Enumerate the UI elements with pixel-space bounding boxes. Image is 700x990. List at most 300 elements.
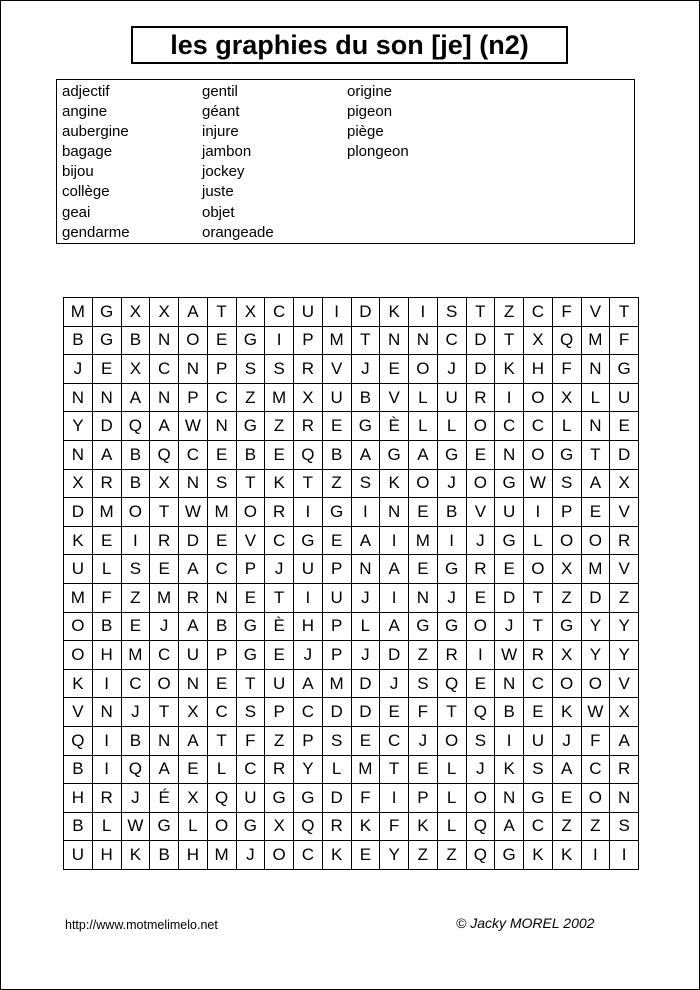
word-list-item: geai [62, 203, 91, 221]
grid-cell: A [553, 756, 582, 785]
grid-cell: R [294, 355, 323, 384]
grid-cell: L [93, 555, 122, 584]
grid-cell: R [150, 527, 179, 556]
grid-cell: B [122, 727, 151, 756]
grid-cell: K [122, 841, 151, 870]
grid-cell: T [495, 327, 524, 356]
grid-cell: T [208, 727, 237, 756]
grid-cell: L [438, 412, 467, 441]
grid-cell: N [495, 670, 524, 699]
grid-cell: G [610, 355, 639, 384]
grid-cell: J [294, 641, 323, 670]
grid-cell: G [93, 327, 122, 356]
grid-cell: W [122, 813, 151, 842]
grid-cell: A [93, 441, 122, 470]
grid-cell: E [380, 698, 409, 727]
grid-cell: W [179, 498, 208, 527]
grid-cell: L [409, 412, 438, 441]
grid-cell: S [352, 470, 381, 499]
grid-cell: E [265, 641, 294, 670]
grid-cell: K [524, 841, 553, 870]
grid-cell: W [495, 641, 524, 670]
grid-cell: R [294, 412, 323, 441]
grid-cell: J [352, 641, 381, 670]
grid-cell: Z [553, 813, 582, 842]
grid-cell: C [438, 327, 467, 356]
grid-cell: B [122, 327, 151, 356]
grid-cell: O [582, 670, 611, 699]
grid-cell: U [323, 384, 352, 413]
grid-cell: A [582, 470, 611, 499]
grid-cell: X [553, 641, 582, 670]
grid-cell: C [524, 298, 553, 327]
grid-cell: Q [294, 441, 323, 470]
grid-cell: O [409, 470, 438, 499]
word-list-column [347, 82, 409, 162]
grid-cell: I [610, 841, 639, 870]
grid-cell: E [409, 555, 438, 584]
grid-cell: L [438, 813, 467, 842]
grid-cell: M [323, 670, 352, 699]
grid-cell: W [524, 470, 553, 499]
word-list-item: aubergine [62, 123, 129, 141]
grid-cell: J [122, 698, 151, 727]
grid-cell: X [553, 384, 582, 413]
grid-cell: V [610, 555, 639, 584]
grid-cell: K [64, 527, 93, 556]
grid-cell: T [582, 441, 611, 470]
grid-cell: N [150, 384, 179, 413]
grid-cell: O [265, 841, 294, 870]
grid-cell: N [495, 784, 524, 813]
grid-cell: J [122, 784, 151, 813]
grid-cell: F [553, 298, 582, 327]
grid-cell: Q [294, 813, 323, 842]
grid-cell: U [179, 641, 208, 670]
grid-cell: R [467, 384, 496, 413]
grid-cell: J [467, 756, 496, 785]
letter-grid [63, 297, 639, 870]
grid-cell: E [467, 670, 496, 699]
grid-cell: K [495, 756, 524, 785]
footer-copyright: © Jacky MOREL 2002 [456, 915, 595, 931]
grid-cell: X [294, 384, 323, 413]
grid-cell: U [237, 784, 266, 813]
grid-cell: V [380, 384, 409, 413]
grid-cell: O [179, 327, 208, 356]
grid-cell: M [208, 498, 237, 527]
grid-cell: S [610, 813, 639, 842]
grid-cell: J [265, 555, 294, 584]
grid-cell: O [150, 670, 179, 699]
grid-cell: M [93, 498, 122, 527]
grid-cell: Z [582, 813, 611, 842]
grid-cell: G [495, 841, 524, 870]
grid-cell: T [294, 470, 323, 499]
grid-cell: L [179, 813, 208, 842]
grid-cell: N [495, 441, 524, 470]
word-list-item: orangeade [202, 223, 274, 241]
grid-cell: C [380, 727, 409, 756]
grid-cell: D [467, 327, 496, 356]
grid-cell: Z [438, 841, 467, 870]
grid-cell: E [150, 555, 179, 584]
grid-cell: B [64, 327, 93, 356]
grid-cell: G [553, 613, 582, 642]
grid-cell: E [208, 327, 237, 356]
grid-cell: G [495, 527, 524, 556]
grid-cell: Z [553, 584, 582, 613]
grid-cell: Q [467, 813, 496, 842]
grid-cell: T [265, 584, 294, 613]
grid-cell: C [150, 641, 179, 670]
grid-cell: D [352, 298, 381, 327]
word-list-box [56, 79, 635, 244]
grid-cell: C [524, 670, 553, 699]
grid-cell: R [93, 470, 122, 499]
grid-cell: N [409, 327, 438, 356]
grid-cell: I [380, 527, 409, 556]
grid-cell: S [438, 298, 467, 327]
grid-cell: I [380, 584, 409, 613]
grid-cell: P [323, 613, 352, 642]
grid-cell: C [179, 441, 208, 470]
grid-cell: È [265, 613, 294, 642]
grid-cell: Z [122, 584, 151, 613]
grid-cell: A [179, 727, 208, 756]
grid-cell: P [294, 327, 323, 356]
grid-cell: J [150, 613, 179, 642]
grid-cell: X [610, 698, 639, 727]
grid-cell: C [495, 412, 524, 441]
grid-cell: C [294, 841, 323, 870]
grid-cell: E [208, 670, 237, 699]
grid-cell: E [524, 698, 553, 727]
grid-cell: G [294, 527, 323, 556]
grid-cell: P [237, 555, 266, 584]
grid-cell: U [64, 841, 93, 870]
grid-cell: Z [265, 727, 294, 756]
grid-cell: D [179, 527, 208, 556]
grid-cell: G [524, 784, 553, 813]
grid-cell: I [495, 384, 524, 413]
word-list-item: angine [62, 103, 108, 121]
grid-cell: I [582, 841, 611, 870]
grid-cell: X [64, 470, 93, 499]
grid-cell: G [294, 784, 323, 813]
word-list-item: bijou [62, 163, 94, 181]
grid-cell: P [323, 555, 352, 584]
grid-cell: J [64, 355, 93, 384]
grid-cell: I [93, 756, 122, 785]
grid-cell: T [524, 613, 553, 642]
grid-cell: V [582, 298, 611, 327]
grid-cell: I [409, 298, 438, 327]
grid-cell: I [294, 584, 323, 613]
grid-cell: F [237, 727, 266, 756]
grid-cell: J [438, 584, 467, 613]
grid-cell: U [294, 298, 323, 327]
grid-cell: U [495, 498, 524, 527]
grid-cell: G [495, 470, 524, 499]
grid-cell: O [467, 784, 496, 813]
grid-cell: S [323, 727, 352, 756]
grid-cell: F [409, 698, 438, 727]
grid-cell: S [524, 756, 553, 785]
grid-cell: R [93, 784, 122, 813]
grid-cell: M [323, 327, 352, 356]
grid-cell: T [610, 298, 639, 327]
grid-cell: L [524, 527, 553, 556]
grid-cell: C [524, 412, 553, 441]
grid-cell: L [352, 613, 381, 642]
grid-cell: L [582, 384, 611, 413]
grid-cell: A [179, 613, 208, 642]
grid-cell: U [64, 555, 93, 584]
grid-cell: T [150, 698, 179, 727]
grid-cell: I [323, 298, 352, 327]
word-list-column [62, 82, 130, 243]
grid-cell: S [467, 727, 496, 756]
grid-cell: K [323, 841, 352, 870]
grid-cell: T [352, 327, 381, 356]
grid-cell: P [323, 641, 352, 670]
grid-cell: B [208, 613, 237, 642]
grid-cell: E [380, 355, 409, 384]
grid-cell: G [352, 412, 381, 441]
grid-cell: N [150, 727, 179, 756]
grid-cell: P [294, 727, 323, 756]
grid-cell: M [265, 384, 294, 413]
grid-cell: K [380, 298, 409, 327]
grid-cell: O [553, 670, 582, 699]
grid-cell: E [352, 841, 381, 870]
grid-cell: A [150, 756, 179, 785]
grid-cell: I [524, 498, 553, 527]
grid-cell: L [93, 813, 122, 842]
word-list-item: jockey [202, 163, 245, 181]
grid-cell: E [208, 527, 237, 556]
grid-cell: J [495, 613, 524, 642]
grid-cell: A [380, 555, 409, 584]
grid-cell: T [438, 698, 467, 727]
grid-cell: G [237, 613, 266, 642]
grid-cell: O [553, 527, 582, 556]
grid-cell: Z [409, 641, 438, 670]
grid-cell: E [553, 784, 582, 813]
grid-cell: I [352, 498, 381, 527]
grid-cell: L [438, 756, 467, 785]
grid-cell: D [352, 670, 381, 699]
word-list-item: gendarme [62, 223, 130, 241]
grid-cell: E [179, 756, 208, 785]
grid-cell: O [524, 384, 553, 413]
grid-cell: N [409, 584, 438, 613]
grid-cell: E [265, 441, 294, 470]
grid-cell: O [467, 470, 496, 499]
grid-cell: S [237, 355, 266, 384]
grid-cell: E [582, 498, 611, 527]
grid-cell: K [352, 813, 381, 842]
grid-cell: G [237, 327, 266, 356]
grid-cell: D [323, 698, 352, 727]
grid-cell: P [265, 698, 294, 727]
grid-cell: N [150, 327, 179, 356]
grid-cell: G [237, 641, 266, 670]
grid-cell: T [524, 584, 553, 613]
grid-cell: N [380, 327, 409, 356]
grid-cell: M [150, 584, 179, 613]
grid-cell: S [122, 555, 151, 584]
grid-cell: C [582, 756, 611, 785]
word-list-item: injure [202, 123, 239, 141]
grid-cell: E [610, 412, 639, 441]
grid-cell: C [524, 813, 553, 842]
grid-cell: F [610, 327, 639, 356]
grid-cell: M [208, 841, 237, 870]
grid-cell: S [553, 470, 582, 499]
word-list-item: adjectif [62, 83, 110, 100]
grid-cell: J [553, 727, 582, 756]
grid-cell: N [64, 384, 93, 413]
grid-cell: P [179, 384, 208, 413]
grid-cell: J [467, 527, 496, 556]
grid-cell: M [64, 584, 93, 613]
grid-cell: T [208, 298, 237, 327]
grid-cell: O [64, 641, 93, 670]
grid-cell: Y [294, 756, 323, 785]
grid-cell: A [179, 298, 208, 327]
grid-cell: B [237, 441, 266, 470]
grid-cell: Z [237, 384, 266, 413]
grid-cell: J [237, 841, 266, 870]
grid-cell: N [208, 412, 237, 441]
grid-cell: Q [150, 441, 179, 470]
grid-cell: E [323, 412, 352, 441]
grid-cell: V [467, 498, 496, 527]
footer-url: http://www.motmelimelo.net [65, 918, 218, 932]
grid-cell: X [179, 784, 208, 813]
grid-cell: L [208, 756, 237, 785]
grid-cell: A [495, 813, 524, 842]
grid-cell: S [265, 355, 294, 384]
grid-cell: G [93, 298, 122, 327]
word-list-item: gentil [202, 83, 238, 100]
grid-cell: O [582, 527, 611, 556]
grid-cell: W [582, 698, 611, 727]
grid-cell: E [467, 441, 496, 470]
grid-cell: J [409, 727, 438, 756]
word-list-item: juste [202, 183, 234, 201]
grid-cell: X [237, 298, 266, 327]
word-list-item: origine [347, 83, 393, 100]
grid-cell: X [122, 298, 151, 327]
grid-cell: V [64, 698, 93, 727]
grid-cell: K [495, 355, 524, 384]
grid-cell: K [553, 841, 582, 870]
grid-cell: R [610, 527, 639, 556]
grid-cell: B [495, 698, 524, 727]
grid-cell: N [582, 412, 611, 441]
grid-cell: U [610, 384, 639, 413]
grid-cell: P [553, 498, 582, 527]
grid-cell: H [179, 841, 208, 870]
grid-cell: G [237, 813, 266, 842]
grid-cell: M [582, 327, 611, 356]
grid-cell: O [409, 355, 438, 384]
grid-cell: X [179, 698, 208, 727]
grid-cell: Y [582, 613, 611, 642]
grid-cell: I [438, 527, 467, 556]
grid-cell: O [582, 784, 611, 813]
grid-cell: A [122, 384, 151, 413]
page-title: les graphies du son [je] (n2) [170, 29, 529, 60]
grid-cell: U [294, 555, 323, 584]
grid-cell: É [150, 784, 179, 813]
grid-cell: X [610, 470, 639, 499]
grid-cell: D [495, 584, 524, 613]
grid-cell: H [64, 784, 93, 813]
grid-cell: R [323, 813, 352, 842]
grid-cell: R [438, 641, 467, 670]
grid-cell: Y [610, 613, 639, 642]
grid-cell: N [179, 355, 208, 384]
grid-cell: C [208, 384, 237, 413]
grid-cell: B [352, 384, 381, 413]
word-list-column [202, 82, 274, 243]
grid-cell: N [582, 355, 611, 384]
grid-cell: N [93, 698, 122, 727]
grid-cell: O [467, 613, 496, 642]
grid-cell: D [93, 412, 122, 441]
grid-cell: B [150, 841, 179, 870]
grid-cell: L [323, 756, 352, 785]
grid-cell: C [294, 698, 323, 727]
grid-cell: A [352, 441, 381, 470]
grid-cell: R [467, 555, 496, 584]
grid-cell: I [380, 784, 409, 813]
grid-cell: I [122, 527, 151, 556]
grid-cell: K [553, 698, 582, 727]
grid-cell: G [438, 613, 467, 642]
word-list-item: piège [347, 123, 384, 141]
grid-cell: G [323, 498, 352, 527]
grid-cell: L [409, 384, 438, 413]
grid-cell: Q [208, 784, 237, 813]
grid-cell: V [237, 527, 266, 556]
grid-cell: Z [495, 298, 524, 327]
grid-cell: G [380, 441, 409, 470]
grid-cell: E [323, 527, 352, 556]
grid-cell: S [409, 670, 438, 699]
grid-cell: O [237, 498, 266, 527]
grid-cell: G [265, 784, 294, 813]
grid-cell: D [467, 355, 496, 384]
grid-cell: E [122, 613, 151, 642]
grid-cell: I [265, 327, 294, 356]
grid-cell: L [553, 412, 582, 441]
grid-cell: C [122, 670, 151, 699]
grid-cell: D [352, 698, 381, 727]
grid-cell: I [93, 727, 122, 756]
grid-cell: N [179, 470, 208, 499]
grid-cell: P [208, 355, 237, 384]
grid-cell: X [150, 470, 179, 499]
grid-cell: F [352, 784, 381, 813]
grid-cell: F [380, 813, 409, 842]
grid-cell: O [524, 441, 553, 470]
grid-cell: N [93, 384, 122, 413]
